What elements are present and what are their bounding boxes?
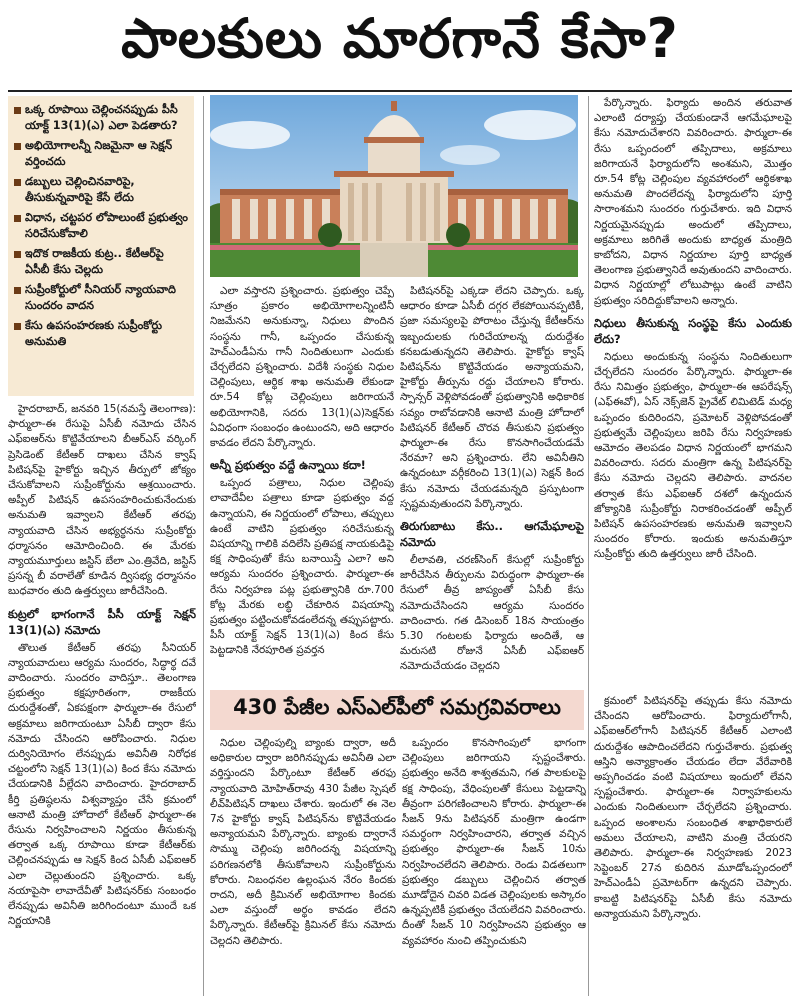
highlights-box <box>8 96 194 396</box>
paragraph: లీలావతి, చరణ్‌సింగ్ కేసుల్లో సుప్రీంకోర్టు జారీచేసిన తీర్పులను విరుద్ధంగా ఫార్ములా-ఈ రేసులో తీవ్ర జాప్యంతో ఏసీబీ కేసు నమోదుచేసిందని ఆర్యమ సుందరం వాదించారు. గత డిసెంబర్ 18న సాయంత్రం 5.30 గంటలకు ఫిర్యాదు అందితే, ఆ మరుసటి రోజునే ఏసీబీ ఎఫ్‌ఐఆర్ నమోదుచేయడం చెల్లదని <box>400 554 584 673</box>
bullet-icon <box>14 143 21 150</box>
highlight-item: ఒక్క రూపాయి చెల్లించనప్పుడు పీసీ యాక్ట్ 13(1)(ఎ) ఎలా పెడతారు? <box>14 102 188 134</box>
paragraph: పిటిషనర్‌పై ఎక్కడా లేదని చెప్పారు. ఒక్క ఆధారం కూడా ఏసీబీ దగ్గర లేకపోయినప్పటికీ, ప్రజా సమస్యలపై పోరాటం చేస్తున్న కేటీఆర్‌ను ఇబ్బందులకు గురిచేయాలన్న దురుద్దేశం కనబడుతున్నదని తెలిపారు. హైకోర్టు క్వాష్ పిటిషన్‌ను కొట్టివేయడం అన్యాయమని, హైకోర్టు తీర్పును రద్దు చేయాలని కోరారు. స్పాన్సర్ వెళ్లిపోవడంతో ప్రభుత్వానికి అధికారిక సవ్యం రాబోవడానికి ఆనాటి మంత్రి హోదాలో పిటిషనర్ కేటీఆర్ చొరవ తీసుకుని ప్రభుత్వం ఫార్ములా-ఈ రేసు కొనసాగించేయడమే నేరమా? అని ప్రశ్నించారు. లేని అవినీతిని ఉన్నదంటూ వర్గీకరించి 13(1)(ఎ) సెక్షన్ కింద కేసు నమోదు చేయడమన్నది ప్రస్ఫుటంగా స్పష్టమవుతుందని పేర్కొన్నారు. <box>400 285 584 510</box>
highlight-item: విధాన, చట్టపర లోపాలుంటే ప్రభుత్వం సరిచేసుకోవాలి <box>14 210 188 242</box>
column-divider <box>588 96 589 996</box>
supreme-court-building-icon <box>210 95 578 277</box>
paragraph: నిధులు అందుకున్న సంస్థను నిందితులుగా చేర్చలేదని సుందరం పేర్కొన్నారు. ఫార్ములా-ఈ రేసు నిమిత్తం ప్రభుత్వం, ఫార్ములా-ఈ ఆపరేషన్స్ (ఎఫ్ఈవో), ఏస్ నెక్స్‌జెన్ ప్రైవేట్ లిమిటెడ్ మధ్య ఒప్పందం కుదిరిందని, ప్రమోటర్ వెళ్లిపోవడంతో ప్రభుత్వమే చెల్లింపులు జరిపి రేసు నిర్వహణకు ఆమోదం తెలపడం విధాన నిర్ణయంలో భాగమని వివరించారు. సదరు మంత్రిగా ఉన్న పిటిషనర్‌పై కేసు నమోదు చెల్లదని తెలిపారు. వాదనల తర్వాత కేసు ఎఫ్‌ఐఆర్ దశలో ఉన్నందున జోక్యానికి సుప్రీంకోర్టు నిరాకరించడంతో అప్పీల్ పిటిషన్ ఉపసంహరణకు అనుమతి ఇవ్వాలని సుందరం కోరారు. ఇందుకు అనుమతిస్తూ సుప్రీంకోర్టు తుది ఉత్తర్వులు జారీ చేసింది. <box>594 350 792 561</box>
bullet-icon <box>14 251 21 258</box>
paragraph: హైదరాబాద్, జనవరి 15(నమస్తే తెలంగాణ): ఫార్ములా-ఈ రేసుపై ఏసీబీ నమోదు చేసిన ఎఫ్‌ఐఆర్‌ను కొట్టివేయాలని బీఆర్‌ఎస్ వర్కింగ్ ప్రెసిడెంట్ కేటీఆర్ దాఖలు చేసిన క్వాష్ పిటిషన్‌పై హైకోర్టు ఇచ్చిన తీర్పులో జోక్యం చేసుకోవాలని సుప్రీంకోర్టును ఆశ్రయించారు. అప్పీల్ పిటిషన్ ఉపసంహరించుకునేందుకు అనుమతి ఇవ్వాలని కేటీఆర్ తరఫు న్యాయవాది చేసిన అభ్యర్థనను సుప్రీంకోర్టు ధర్మాసనం ఆమోదించింది. ఈ మేరకు న్యాయమూర్తులు జస్టిస్ బేలా ఎం.త్రివేది, జస్టిస్ ప్రసన్న బీ వరాలేతో కూడిన ద్విసభ్య ధర్మాసనం బుధవారం తుది ఉత్తర్వులు జారీచేసింది. <box>8 403 196 598</box>
article-column-7 <box>594 694 792 996</box>
article-column-6 <box>402 736 586 996</box>
article-column-5 <box>210 736 396 996</box>
article-column-1 <box>8 402 196 996</box>
paragraph: క్రమంలో పిటిషనర్‌పై తప్పుడు కేసు నమోదు చేసిందని ఆరోపించారు. ఫిర్యాదులోగానీ, ఎఫ్‌ఐఆర్‌లోగానీ పిటిషనర్ కేటీఆర్ ఎలాంటి దురుద్దేశం ఆపాదించలేదని గుర్తుచేశారు. ప్రభుత్వ ఆస్తిని అన్యాక్రాంతం చేయడం లేదా వేరేవారికి అప్పగించడం వంటి విషయాలు ఇందులో లేవని స్పష్టంచేశారు. ఫార్ములా-ఈ నిర్వాహకులను ఎందుకు నిందితులుగా చేర్చలేదని ప్రశ్నించారు. ఒప్పంద అంశాలను సంబంధిత శాఖాధికారులే అమలు చేయాలని, వాటిని మంత్రి చేయరని తెలిపారు. ఫార్ములా-ఈ నిర్వహణకు 2023 సెప్టెంబర్ 27న కుదిరిన మూడోఒప్పందంలో హెచ్‌ఎండీఏ ప్రమోటర్‌గా ఉన్నదని చెప్పారు. కాబట్టి పిటిషనర్‌పై ఏసీబీ కేసు నమోదు అన్యాయమని పేర్కొన్నారు. <box>594 695 792 920</box>
article-column-3 <box>400 284 584 684</box>
paragraph: ఒప్పంద పత్రాలు, నిధుల చెల్లింపు లావాదేవీల పత్రాలు కూడా ప్రభుత్వం వద్ద ఉన్నాయని, ఈ నిర్ణయంలో లోపాలు, తప్పులు ఉంటే వాటిని ప్రభుత్వం సరిచేసుకున్న విషయాన్ని గాలికి వదిలేసి ప్రతిపక్ష నాయకుడిపై కక్ష సాధింపుతో కేసు బనాయిస్తే ఎలా? అని ఆర్యమ సుందరం ప్రశ్నించారు. ఫార్ములా-ఈ రేసు నిర్వహణ పట్ల ప్రభుత్వానికి రూ.700 కోట్ల మేరకు లబ్ధి చేకూరిన విషయాన్ని ప్రభుత్వం పట్టించుకోవడంలేదన్న తప్పుపట్టారు. పీసీ యాక్ట్ సెక్షన్ 13(1)(ఎ) కింద కేసు పెట్టడానికి నేరపూరిత ప్రవర్తన <box>210 477 394 657</box>
headline: పాలకులు మారగానే కేసా? <box>121 6 679 70</box>
article-column-4 <box>594 96 792 688</box>
headline-rule <box>8 90 792 92</box>
column-divider <box>203 96 204 996</box>
subheading: అన్నీ ప్రభుత్వం వద్దే ఉన్నాయి కదా! <box>210 458 366 473</box>
highlight-item: అభియోగాలన్నీ నిజమైనా ఆ సెక్షన్ వర్తించదు <box>14 138 188 170</box>
paragraph: తొలుత కేటీఆర్ తరఫు సీనియర్ న్యాయవాదులు ఆర్యమ సుందరం, సిద్ధార్థ దవే వాదించారు. సుందరం వాదిస్తూ.. తెలంగాణ ప్రభుత్వం కక్షపూరితంగా, రాజకీయ దురుద్దేశంతో, ఏకపక్షంగా ఫార్ములా-ఈ రేసులో అక్రమాలు జరిగాయంటూ ఏసీబీ ద్వారా కేసు నమోదు చేసిందని ఆరోపించారు. నిధుల దుర్వినియోగం లేనప్పుడు అవినీతి నిరోధక చట్టంలోని సెక్షన్ 13(1)(ఎ) కింద కేసు నమోదు చేయడానికి వీల్లేదని వాదించారు. హైదరాబాద్ కీర్తి ప్రతిష్ఠలను విశ్వవ్యాప్తం చేసే క్రమంలో ఆనాటి మంత్రి హోదాలో కేటీఆర్ ఫార్ములా-ఈ రేసును నిర్వహించాలని నిర్ణయం తీసుకున్న తర్వాత ఒక్క రూపాయి కూడా కేటీఆర్‌కు చెల్లించనప్పుడు ఆ సెక్షన్ కింద ఏసీబీ ఎఫ్‌ఐఆర్ ఎలా చెల్లుతుందని ప్రశ్నించారు. ఒక్క నయాపైసా లావాదేవీతో పిటిషనర్‌కు సంబంధం లేనప్పుడు అవినీతి జరిగిందంటూ ముందే ఒక నిర్ణయానికి <box>8 641 196 928</box>
subheading: నిధులు తీసుకున్న సంస్థపై కేసు ఎందుకు లేదు? <box>594 315 792 346</box>
bullet-icon <box>14 323 21 330</box>
highlight-item: ఇదొక రాజకీయ కుట్ర.. కేటీఆర్‌పై ఏసీబీ కేసు చెల్లదు <box>14 246 188 278</box>
section-banner: 430 పేజీల ఎస్ఎల్‌పీలో సమగ్రవివరాలు <box>210 690 584 730</box>
article-column-2 <box>210 284 394 684</box>
subheading: కుట్రలో భాగంగానే పీసీ యాక్ట్ సెక్షన్ 13(1)(ఎ) నమోదు <box>8 606 196 637</box>
bullet-icon <box>14 215 21 222</box>
highlight-item: సుప్రీంకోర్టులో సీనియర్ న్యాయవాది సుందరం వాదన <box>14 282 188 314</box>
bullet-icon <box>14 287 21 294</box>
subheading: తిరుగుబాటు కేసు.. ఆగమేఘాలపై నమోదు <box>400 519 584 550</box>
paragraph: పేర్కొన్నారు. ఫిర్యాదు అందిన తరువాత ఎలాంటి దర్యాప్తు చేయకుండానే ఆగమేఘాలపై కేసు నమోదుచేశారని వివరించారు. ఫార్ములా-ఈ రేసు ఒప్పందంలో తప్పిదాలు, అక్రమాలు జరిగాయనే ఫిర్యాదులోని అంశమని, మొత్తం రూ.54 కోట్ల చెల్లింపుల వ్యవహారంలో ఆర్థికశాఖ అనుమతి పొందలేదన్న ఫిర్యాదులోని పూర్తి సారాంశమని సుందరం గుర్తుచేశారు. ఇది విధాన నిర్ణయమైనప్పుడు అందులో తప్పిదాలు, అక్రమాలు జరిగితే అందుకు బాధ్యత మంత్రిది కాబోదని, విధాన నిర్ణయాల పూర్తి బాధ్యత తెలంగాణ ప్రభుత్వానిదే అవుతుందని వాదించారు. విధాన నిర్ణయాల్లో లోటుపాట్లు ఉంటే వాటిని ప్రభుత్వం సరిదిద్దుకోవాలని అన్నారు. <box>594 97 792 307</box>
paragraph: ఒప్పందం కొనసాగింపులో భాగంగా చెల్లింపులు జరిగాయని స్పష్టంచేశారు. ప్రభుత్వం అనేది శాశ్వతమని, గత పాలకులపై కక్ష సాధింపు, వేధింపులతో కేసులు పెట్టడాన్ని తీవ్రంగా పరిగణించాలని కోరారు. ఫార్ములా-ఈ సీజన్ 9ను పిటిషనర్ మంత్రిగా ఉండగా సమర్థంగా నిర్వహించారని, తర్వాత వచ్చిన ప్రభుత్వం ఫార్ములా-ఈ సీజన్ 10ను నిర్వహించలేదని తెలిపారు. రెండు విడతలుగా ప్రభుత్వం డబ్బులు చెల్లించిన తర్వాత మూడోదైన చివరి విడత చెల్లింపులకు అస్కారం ఉన్నప్పటికీ ప్రభుత్వం చేయలేదని వివరించారు. దీంతో సీజన్ 10 నిర్వహించని ప్రభుత్వం ఆ వ్యవహారం నుంచి తప్పించుకుని <box>402 737 586 947</box>
highlight-item: కేసు ఉపసంహరణకు సుప్రీంకోర్టు అనుమతి <box>14 318 188 350</box>
paragraph: ఎలా వస్తారని ప్రశ్నించారు. ప్రభుత్వం చెప్పే సూత్రం ప్రకారం అభియోగాలన్నింటినీ నిజమేనని అనుకున్నా, నిధులు పొందిన సంస్థను గానీ, ఒప్పందం చేసుకున్న హెచ్‌ఎండీఏను గానీ నిందితులుగా ఎందుకు చేర్చలేదని ప్రశ్నించారు. విదేశీ సంస్థకు నిధుల చెల్లింపులు, ఆర్థిక శాఖ అనుమతి లేకుండా రూ.54 కోట్ల చెల్లింపులు జరిగాయనే అభియోగానికి, సదరు 13(1)(ఎ)సెక్షన్‌కు ఏవిధంగా సంబంధం ఉంటుందని, అది ఆధారం కావడం లేదని పేర్కొన్నారు. <box>210 285 394 450</box>
highlight-item: డబ్బులు చెల్లించినవారిపై, తీసుకున్నవారిపై కేసే లేదు <box>14 174 188 206</box>
paragraph: నిధుల చెల్లింపుల్ని బ్యాంకు ద్వారా, అదీ అధికారుల ద్వారా జరిగినప్పుడు అవినీతి ఎలా వర్తిస్తుందని పేర్కొంటూ కేటీఆర్ తరఫు న్యాయవాది మోహిత్‌రావు 430 పేజీల స్పెషల్ లీవ్‌పిటిషన్ దాఖలు చేశారు. ఇందులో ఈ నెల 7న హైకోర్టు క్వాష్ పిటిషన్‌ను కొట్టివేయడం అన్యాయమని పేర్కొన్నారు. బ్యాంకు ద్వారానే సొమ్ము చెల్లింపు జరిగిందన్న విషయాన్ని పరిగణనలోకి తీసుకోవాలని సుప్రీంకోర్టును కోరారు. నిబంధనల ఉల్లంఘన నేరం కిందకు రాదని, అదీ క్రిమినల్ అభియోగాల కిందకు ఎలా వస్తుందో అర్థం కావడం లేదని పేర్కొన్నారు. కేటీఆర్‌పై క్రిమినల్ కేసు నమోదు చెల్లదని తెలిపారు. <box>210 737 396 947</box>
supreme-court-photo <box>210 95 578 277</box>
bullet-icon <box>14 107 21 114</box>
bullet-icon <box>14 179 21 186</box>
